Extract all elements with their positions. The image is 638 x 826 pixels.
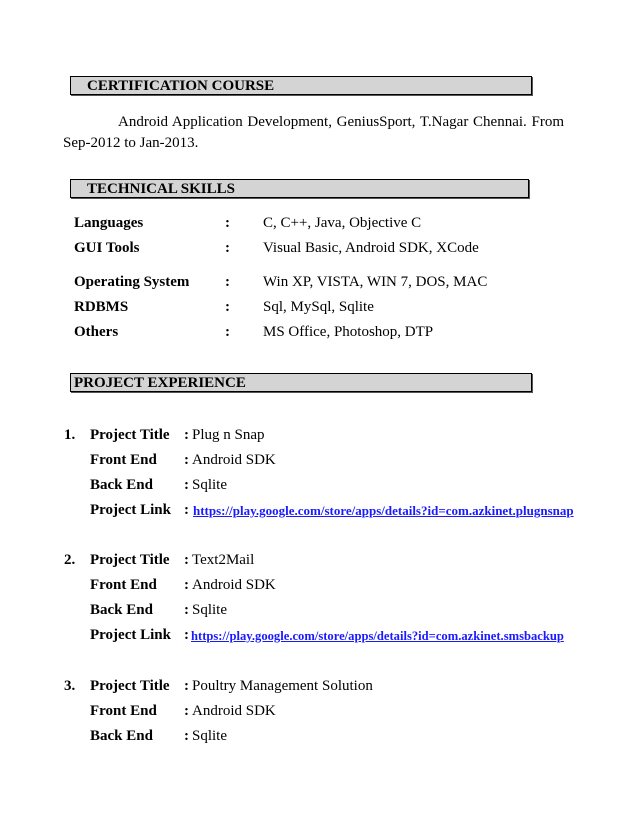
certification-heading: CERTIFICATION COURSE — [70, 76, 532, 95]
skill-value: Sql, MySql, Sqlite — [263, 299, 374, 315]
project-link-label: Project Link — [90, 502, 171, 518]
front-end-value: Android SDK — [192, 577, 276, 593]
back-end-label: Back End — [90, 602, 153, 618]
project-title: Plug n Snap — [192, 427, 265, 443]
project-colon: : — [184, 477, 189, 493]
project-colon: : — [184, 552, 189, 568]
front-end-value: Android SDK — [192, 452, 276, 468]
front-end-label: Front End — [90, 452, 157, 468]
certification-text: Android Application Development, GeniusSport, T.Nagar Chennai. From Sep-2012 to Jan-2013. — [63, 114, 564, 151]
project-title-label: Project Title — [90, 678, 170, 694]
project-colon: : — [184, 602, 189, 618]
skill-label: Others — [74, 324, 119, 340]
project-colon: : — [184, 427, 189, 443]
project-colon: : — [184, 577, 189, 593]
skill-label: Languages — [74, 215, 144, 231]
back-end-label: Back End — [90, 477, 153, 493]
back-end-label: Back End — [90, 728, 153, 744]
skill-value: Win XP, VISTA, WIN 7, DOS, MAC — [263, 274, 488, 290]
skill-colon: : — [225, 274, 230, 290]
project-colon: : — [184, 452, 189, 468]
project-link-label: Project Link — [90, 627, 171, 643]
skill-colon: : — [225, 240, 230, 256]
project-title-label: Project Title — [90, 552, 170, 568]
project-colon: : — [184, 703, 189, 719]
project-colon: : — [184, 678, 189, 694]
front-end-label: Front End — [90, 703, 157, 719]
project-title: Poultry Management Solution — [192, 678, 373, 694]
skill-label: GUI Tools — [74, 240, 140, 256]
skill-value: C, C++, Java, Objective C — [263, 215, 422, 231]
project-colon: : — [184, 728, 189, 744]
project-title: Text2Mail — [192, 552, 255, 568]
front-end-label: Front End — [90, 577, 157, 593]
skill-label: Operating System — [74, 274, 190, 290]
skill-value: MS Office, Photoshop, DTP — [263, 324, 434, 340]
project-title-label: Project Title — [90, 427, 170, 443]
project-experience-heading: PROJECT EXPERIENCE — [70, 373, 532, 392]
skill-colon: : — [225, 324, 230, 340]
technical-skills-heading: TECHNICAL SKILLS — [70, 179, 529, 198]
back-end-value: Sqlite — [192, 728, 228, 744]
project-colon: : — [184, 502, 189, 518]
skill-label: RDBMS — [74, 299, 129, 315]
front-end-value: Android SDK — [192, 703, 276, 719]
back-end-value: Sqlite — [192, 477, 228, 493]
project-link[interactable]: https://play.google.com/store/apps/details?id=com.azkinet.plugnsnap — [193, 503, 574, 518]
project-number: 1. — [64, 427, 76, 443]
project-colon: : — [184, 627, 189, 643]
skill-colon: : — [225, 299, 230, 315]
back-end-value: Sqlite — [192, 602, 228, 618]
project-link[interactable]: https://play.google.com/store/apps/details?id=com.azkinet.smsbackup — [191, 629, 564, 643]
skill-value: Visual Basic, Android SDK, XCode — [263, 240, 479, 256]
skill-colon: : — [225, 215, 230, 231]
project-number: 3. — [64, 678, 76, 694]
project-number: 2. — [64, 552, 76, 568]
